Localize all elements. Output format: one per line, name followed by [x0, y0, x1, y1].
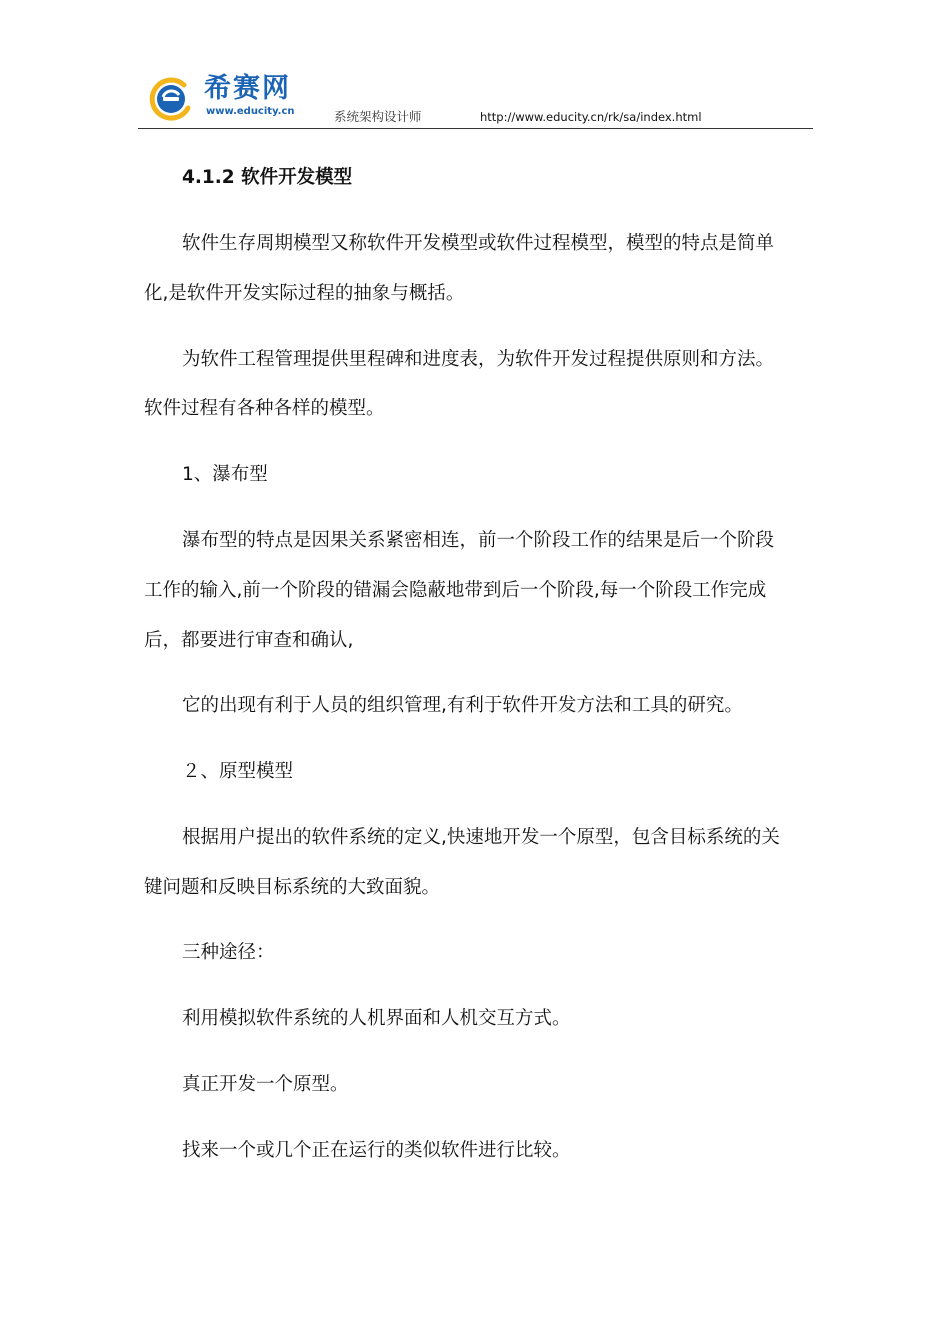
paragraph-line: 后，都要进行审查和确认, — [144, 630, 354, 651]
paragraph-line: 为软件工程管理提供里程碑和进度表，为软件开发过程提供原则和方法。 — [182, 349, 775, 370]
paragraph-line: 瀑布型的特点是因果关系紧密相连，前一个阶段工作的结果是后一个阶段 — [182, 530, 775, 551]
paragraph-line: 三种途径： — [182, 942, 275, 963]
paragraph-line: 键问题和反映目标系统的大致面貌。 — [144, 877, 441, 898]
logo-url: www.educity.cn — [206, 106, 295, 117]
paragraph-line: 软件过程有各种各样的模型。 — [144, 398, 385, 419]
document-title: 系统架构设计师 — [334, 109, 422, 124]
logo-text: 希赛网 — [204, 73, 291, 104]
header-url[interactable]: http://www.educity.cn/rk/sa/index.html — [480, 110, 702, 124]
section-title: 4.1.2 软件开发模型 — [182, 167, 353, 188]
paragraph-line: 软件生存周期模型又称软件开发模型或软件过程模型，模型的特点是简单 — [182, 233, 775, 254]
paragraph-line: 工作的输入,前一个阶段的错漏会隐蔽地带到后一个阶段,每一个阶段工作完成 — [144, 580, 767, 601]
subheading: ２、原型模型 — [182, 761, 294, 782]
paragraph-line: 化,是软件开发实际过程的抽象与概括。 — [144, 283, 465, 304]
paragraph-line: 它的出现有利于人员的组织管理,有利于软件开发方法和工具的研究。 — [182, 695, 743, 716]
paragraph-line: 真正开发一个原型。 — [182, 1074, 349, 1095]
paragraph-line: 利用模拟软件系统的人机界面和人机交互方式。 — [182, 1008, 571, 1029]
paragraph-line: 找来一个或几个正在运行的类似软件进行比较。 — [182, 1140, 571, 1161]
paragraph-line: 根据用户提出的软件系统的定义,快速地开发一个原型，包含目标系统的关 — [182, 827, 780, 848]
subheading: 1、瀑布型 — [182, 464, 268, 485]
